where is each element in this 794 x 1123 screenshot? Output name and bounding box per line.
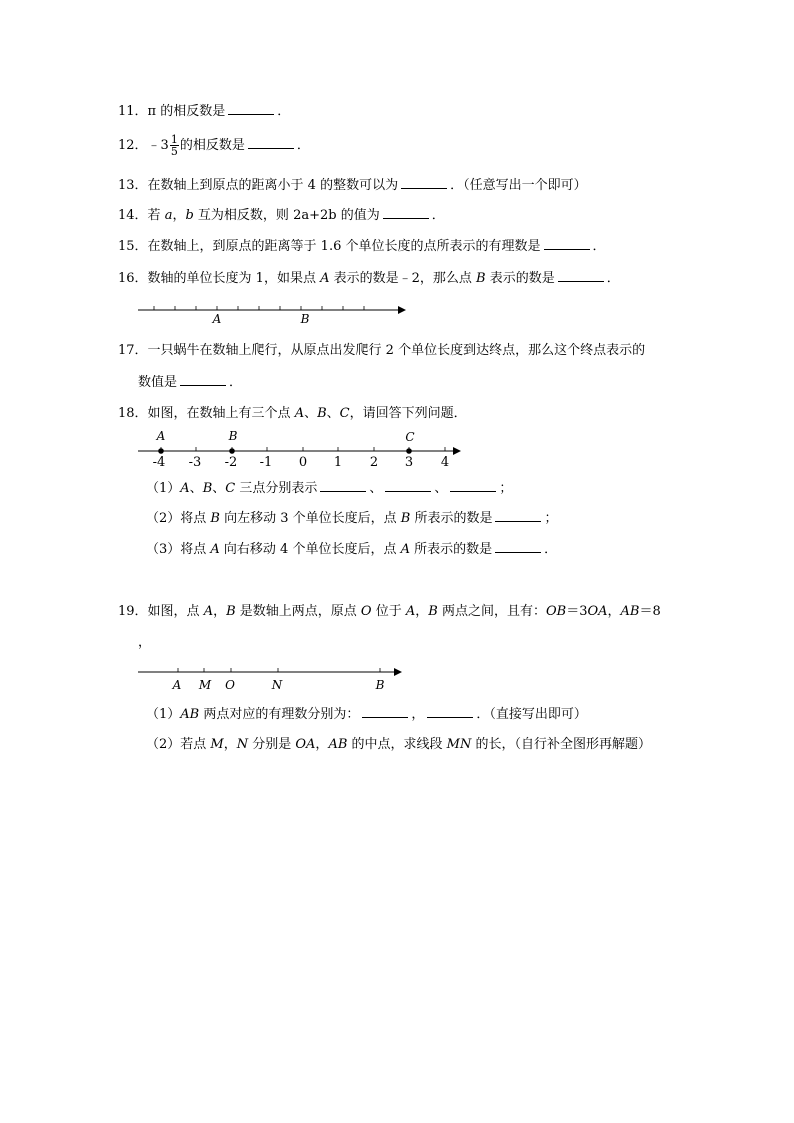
question-17-cont: 数值是 ．	[138, 375, 243, 390]
answer-blank[interactable]	[427, 705, 473, 718]
fraction: $\frac{1}{5}$	[170, 133, 178, 158]
svg-text:B: B	[375, 678, 385, 692]
question-11: 11．π 的相反数是 ．	[118, 104, 291, 119]
question-text: π 的相反数是	[147, 104, 226, 119]
svg-text:A: A	[172, 678, 182, 692]
question-18-part-1: （1）A、B、C 三点分别表示 、 、 ；	[146, 481, 513, 496]
question-text: 一只蜗牛在数轴上爬行，从原点出发爬行 2 个单位长度到达终点，那么这个终点表示的	[147, 343, 646, 358]
question-number: 18．	[118, 406, 148, 421]
svg-text:1: 1	[333, 455, 343, 470]
question-12: 12．﹣3 $\frac{1}{5}$ 的相反数是 ．	[118, 133, 310, 158]
svg-text:-2: -2	[224, 455, 238, 470]
question-number: 11．	[118, 104, 148, 119]
question-number: 19．	[118, 604, 148, 619]
question-number: 16．	[118, 271, 148, 286]
axis-ticks	[178, 668, 380, 672]
svg-text:3: 3	[404, 455, 414, 470]
point-label-a: A	[212, 312, 222, 326]
question-15: 15．在数轴上，到原点的距离等于 1.6 个单位长度的点所表示的有理数是 ．	[118, 239, 606, 254]
question-19-comma: ，	[138, 635, 152, 650]
question-19-part-2: （2）若点 M，N 分别是 OA，AB 的中点，求线段 MN 的长，（自行补全图形再解题）	[146, 737, 651, 752]
question-text: 在数轴上到原点的距离小于 4 的整数可以为	[147, 178, 399, 193]
svg-text:O: O	[225, 678, 235, 692]
question-number: 12．	[118, 138, 148, 153]
point-label-b: B	[228, 429, 238, 443]
svg-text:0: 0	[298, 455, 308, 470]
point-label-a: A	[156, 429, 166, 443]
answer-blank[interactable]	[362, 705, 408, 718]
question-14: 14．若 a，b 互为相反数，则 2a+2b 的值为 ．	[118, 208, 445, 223]
point-labels	[172, 678, 385, 692]
question-13: 13．在数轴上到原点的距离小于 4 的整数可以为 ．（任意写出一个即可）	[118, 178, 587, 193]
question-number: 14．	[118, 208, 148, 223]
question-19-part-1: （1）AB 两点对应的有理数分别为： ， ．（直接写出即可）	[146, 707, 587, 722]
axis-arrow	[394, 668, 402, 676]
question-number: 15．	[118, 239, 148, 254]
point-label-b: B	[300, 312, 310, 326]
svg-text:-3: -3	[188, 455, 202, 470]
svg-text:M: M	[198, 678, 212, 692]
question-19: 19．如图，点 A，B 是数轴上两点，原点 O 位于 A，B 两点之间，且有：OB＝3OA，AB＝8	[118, 604, 661, 619]
question-18: 18．如图，在数轴上有三个点 A、B、C，请回答下列问题．	[118, 406, 467, 421]
svg-text:4: 4	[440, 455, 450, 470]
question-text: 的相反数是	[179, 138, 245, 153]
svg-text:-1: -1	[259, 455, 273, 470]
question-18-part-3: （3）将点 A 向右移动 4 个单位长度后，点 A 所表示的数是 ．	[146, 542, 558, 557]
question-16: 16．数轴的单位长度为 1，如果点 A 表示的数是﹣2，那么点 B 表示的数是 ．	[118, 271, 620, 286]
svg-text:-4: -4	[152, 455, 166, 470]
question-number: 17．	[118, 343, 148, 358]
question-number: 13．	[118, 178, 148, 193]
svg-text:N: N	[271, 678, 283, 692]
expression: 2a+2b	[293, 208, 337, 223]
question-18-part-2: （2）将点 B 向左移动 3 个单位长度后，点 B 所表示的数是 ；	[146, 511, 558, 526]
svg-text:2: 2	[369, 455, 379, 470]
point-label-c: C	[405, 430, 415, 444]
question-text: 在数轴上，到原点的距离等于 1.6 个单位长度的点所表示的有理数是	[147, 239, 541, 254]
